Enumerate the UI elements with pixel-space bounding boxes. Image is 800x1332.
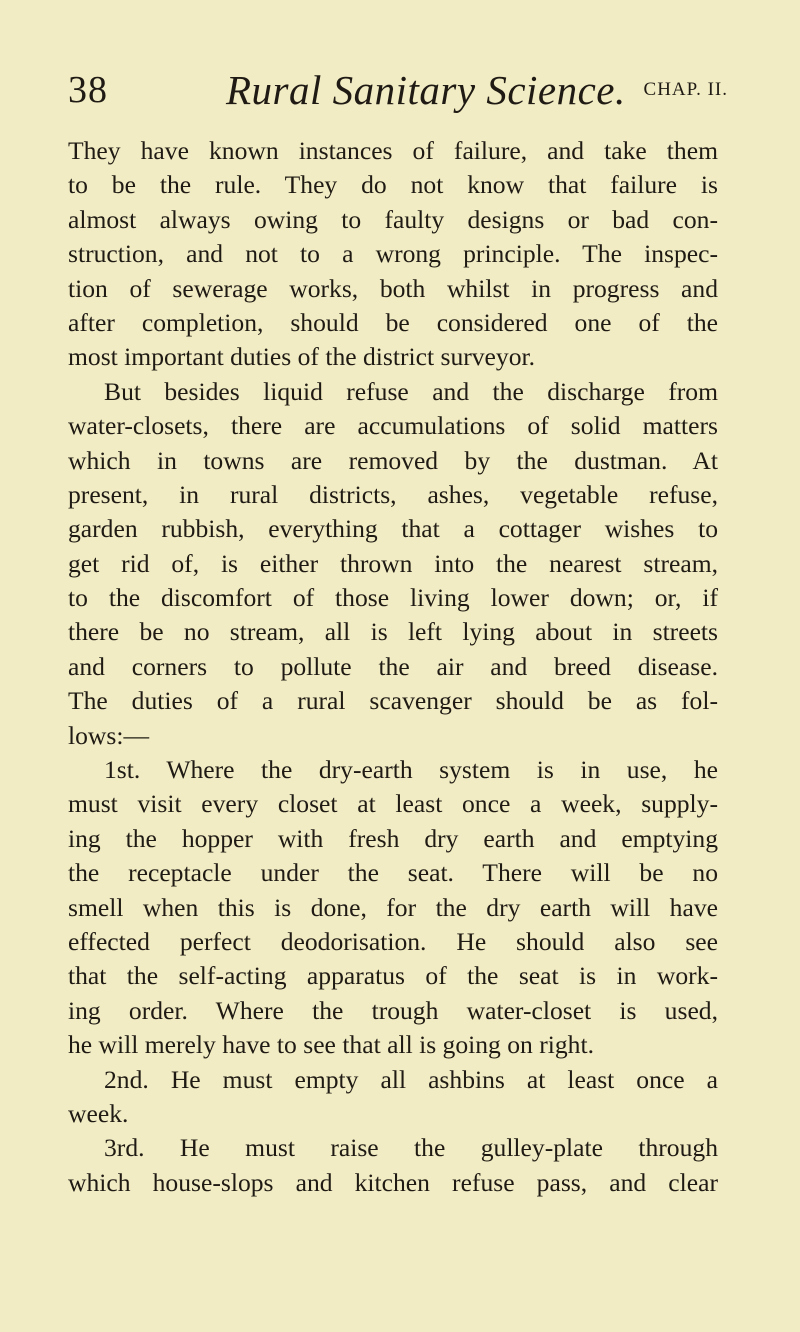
- text-line: ing the hopper with fresh dry earth and emptying: [68, 823, 718, 853]
- text-line: almost always owing to faulty designs or bad con-: [68, 204, 718, 234]
- text-line: water-closets, there are accumulations of solid matters: [68, 411, 718, 441]
- text-line: 3rd. He must raise the gulley-plate through: [104, 1133, 718, 1163]
- text-line: tion of sewerage works, both whilst in progress and: [68, 273, 718, 303]
- text-line: must visit every closet at least once a week, supply-: [68, 789, 718, 819]
- text-line: that the self-acting apparatus of the seat is in work-: [68, 961, 718, 991]
- page-number: 38: [68, 69, 108, 111]
- text-line: there be no stream, all is left lying about in streets: [68, 617, 718, 647]
- text-line: ing order. Where the trough water-closet is used,: [68, 995, 718, 1025]
- text-line: get rid of, is either thrown into the nearest stream,: [68, 548, 718, 578]
- text-line: 1st. Where the dry-earth system is in use, he: [104, 755, 718, 785]
- text-line: to the discomfort of those living lower down; or, if: [68, 583, 718, 613]
- book-title: Rural Sanitary Science.: [226, 67, 626, 113]
- text-line: effected perfect deodorisation. He should also see: [68, 926, 718, 956]
- text-line: to be the rule. They do not know that failure is: [68, 170, 718, 200]
- chapter-reference: CHAP. II.: [643, 79, 728, 100]
- text-line: struction, and not to a wrong principle. The inspec-: [68, 239, 718, 269]
- text-line: 2nd. He must empty all ashbins at least once a: [104, 1064, 718, 1094]
- text-line: The duties of a rural scavenger should be as fol-: [68, 686, 718, 716]
- text-line: week.: [68, 1098, 129, 1128]
- text-line: and corners to pollute the air and breed disease.: [68, 651, 718, 681]
- body-text: [68, 134, 718, 1200]
- text-line: But besides liquid refuse and the discharge from: [104, 376, 718, 406]
- text-line: smell when this is done, for the dry earth will have: [68, 892, 718, 922]
- text-line: most important duties of the district surveyor.: [68, 342, 536, 372]
- running-head: [68, 68, 728, 112]
- text-line: They have known instances of failure, and take them: [68, 136, 718, 165]
- text-line: which in towns are removed by the dustman. At: [68, 445, 718, 475]
- text-line: which house-slops and kitchen refuse pass, and clear: [68, 1167, 718, 1197]
- text-line: garden rubbish, everything that a cottager wishes to: [68, 514, 718, 544]
- text-line: present, in rural districts, ashes, vegetable refuse,: [68, 479, 718, 509]
- text-line: after completion, should be considered one of the: [68, 307, 718, 337]
- text-line: the receptacle under the seat. There will be no: [68, 858, 718, 888]
- text-line: lows:—: [68, 720, 150, 750]
- text-line: he will merely have to see that all is going on right.: [68, 1030, 594, 1060]
